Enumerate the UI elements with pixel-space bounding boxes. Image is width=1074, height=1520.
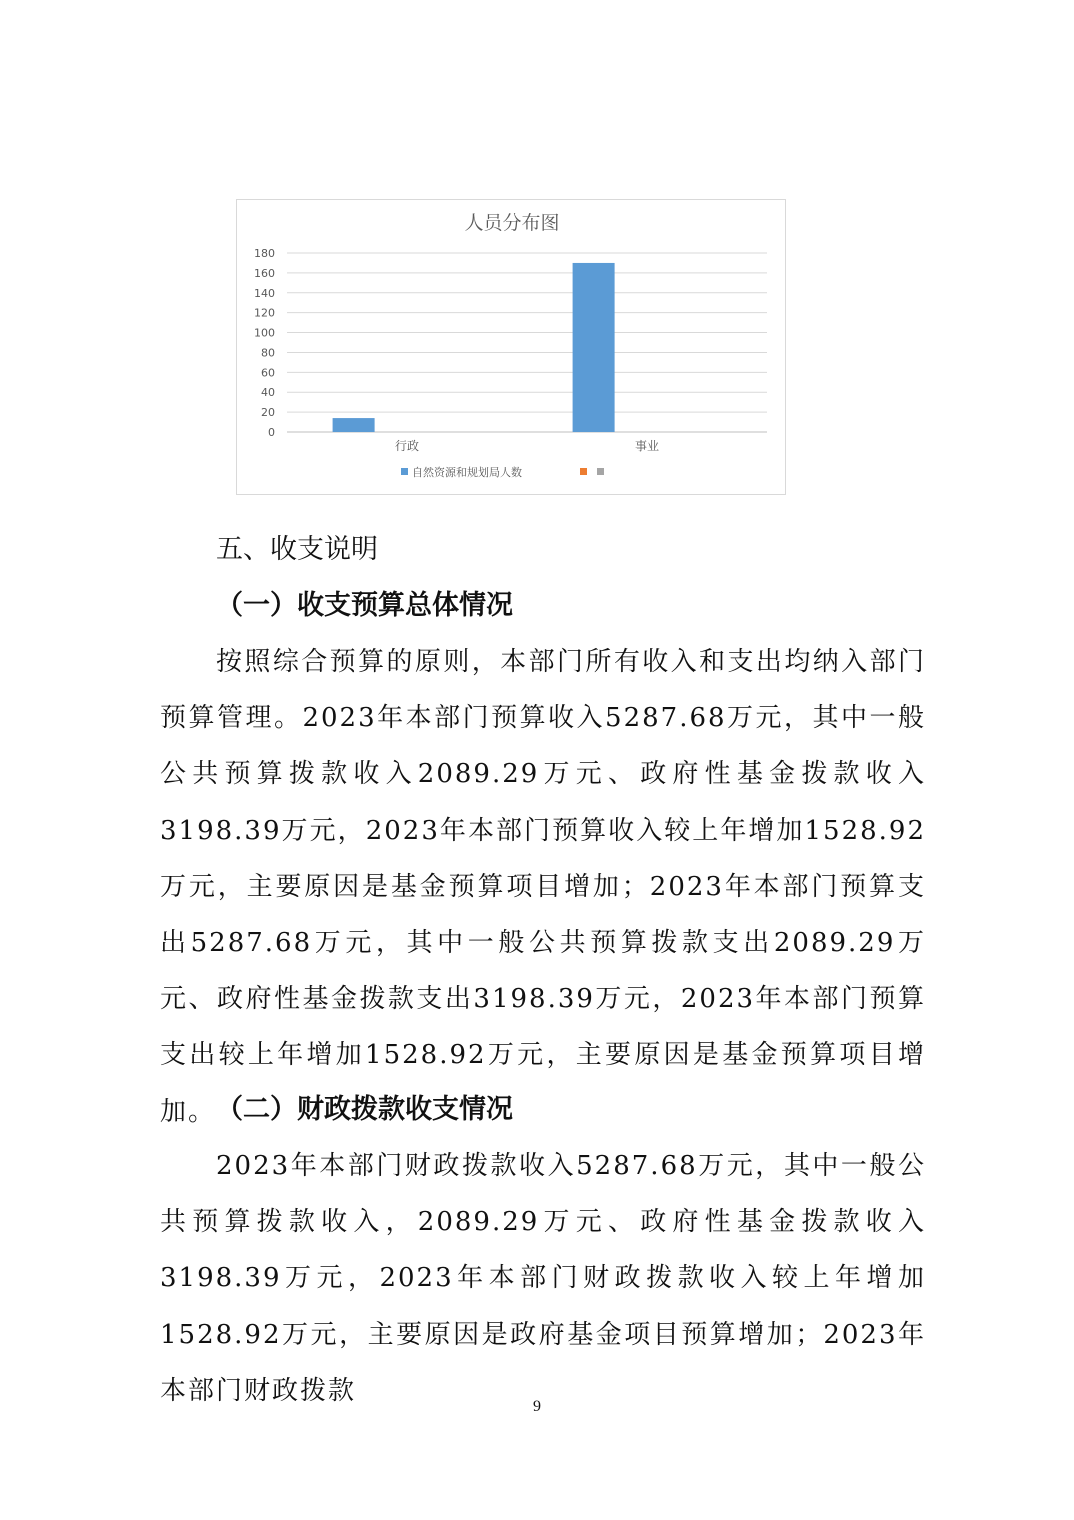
personnel-chart (236, 199, 786, 495)
y-tick-label: 40 (261, 386, 275, 400)
y-tick-label: 120 (254, 306, 275, 320)
page-number: 9 (533, 1398, 541, 1415)
y-tick-label: 140 (254, 286, 275, 300)
x-tick-label: 行政 (394, 439, 420, 453)
chart-title: 人员分布图 (464, 212, 560, 234)
chart-svg (237, 200, 787, 496)
y-tick-label: 0 (268, 426, 275, 439)
bar (573, 263, 615, 432)
section-heading: 五、收支说明 (216, 534, 378, 565)
legend-swatch (401, 468, 408, 475)
y-tick-label: 60 (261, 366, 275, 380)
y-tick-label: 20 (261, 406, 275, 420)
subsection-heading-1: （一）收支预算总体情况 (216, 590, 513, 621)
bar (333, 418, 375, 432)
paragraph-2: 2023年本部门财政拨款收入5287.68万元，其中一般公共预算拨款收入，2089.29万元、政府性基金拨款收入3198.39万元，2023年本部门财政拨款收入较上年增加1528.92万元，主要原因是政府基金项目预算增加；2023年本部门财政拨款 (160, 1151, 926, 1406)
y-tick-label: 160 (254, 266, 275, 280)
legend-swatch (597, 468, 604, 475)
y-tick-label: 80 (261, 346, 275, 360)
paragraph-1: 按照综合预算的原则，本部门所有收入和支出均纳入部门预算管理。2023年本部门预算收入5287.68万元，其中一般公共预算拨款收入2089.29万元、政府性基金拨款收入3198.39万元，2023年本部门预算收入较上年增加1528.92万元，主要原因是基金预算项目增加；2023年本部门预算支出5287.68万元，其中一般公共预算拨款支出2089.29万元、政府性基金拨款支出3198.39万元，2023年本部门预算支出较上年增加1528.92万元，主要原因是基金预算项目增加。 (160, 647, 926, 1127)
subsection-heading-2: （二）财政拨款收支情况 (216, 1094, 513, 1125)
legend-label: 自然资源和规划局人数 (412, 466, 522, 479)
x-tick-label: 事业 (634, 439, 660, 453)
y-tick-label: 100 (254, 326, 275, 340)
y-tick-label: 180 (254, 247, 275, 260)
legend-swatch (580, 468, 587, 475)
